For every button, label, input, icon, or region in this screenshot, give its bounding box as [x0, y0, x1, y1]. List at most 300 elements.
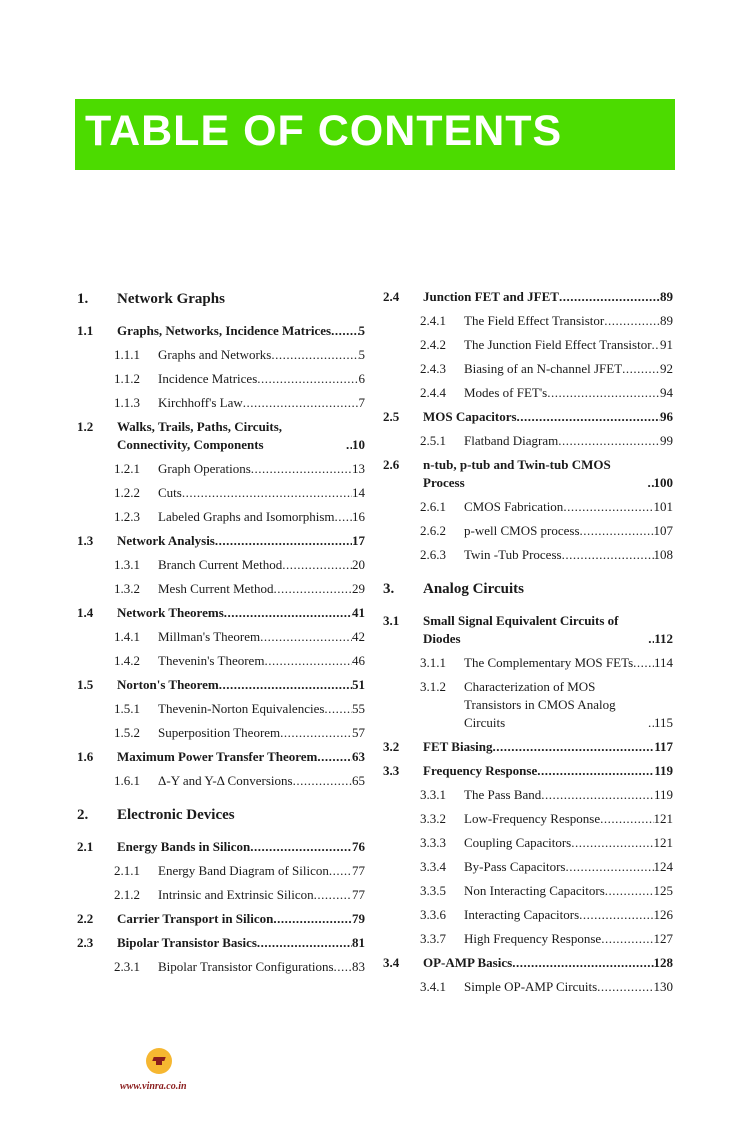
page-number: 41: [352, 605, 365, 620]
page-number: 42: [352, 629, 365, 644]
entry-title: Kirchhoff's Law: [158, 395, 243, 410]
entry-title: Energy Band Diagram of Silicon: [158, 863, 329, 878]
entry-number: 1.3: [77, 533, 94, 548]
entry-title-wrap: [464, 522, 673, 540]
entry-number: 2.5.1: [420, 433, 446, 448]
toc-subsection-1-3-2[interactable]: [77, 580, 365, 598]
dot-leader: [335, 508, 352, 526]
dot-leader: [280, 724, 352, 742]
page-number: 117: [654, 739, 673, 754]
dot-leader: [601, 930, 653, 948]
page-number: 121: [653, 811, 673, 826]
entry-title: FET Biasing: [423, 739, 493, 754]
toc-subsection-1-1-1[interactable]: [77, 346, 365, 364]
entry-title-wrap: [158, 556, 365, 574]
dot-leader: [293, 772, 352, 790]
dot-leader: [264, 652, 352, 670]
entry-title-wrap: [117, 748, 365, 766]
entry-title-wrap: [464, 546, 673, 564]
graduation-cap-icon: [153, 1057, 165, 1066]
toc-subsection-1-3-1[interactable]: [77, 556, 365, 574]
entry-title: Network Analysis: [117, 533, 215, 548]
page-number: 77: [352, 863, 365, 878]
entry-title: p-well CMOS process: [464, 523, 580, 538]
entry-number: 1.2.1: [114, 461, 140, 476]
entry-title: Thevenin-Norton Equivalencies: [158, 701, 325, 716]
entry-number: 1.4.1: [114, 629, 140, 644]
entry-title: Walks, Trails, Paths, Circuits, Connectivity, Components: [117, 419, 283, 452]
toc-section-1-1[interactable]: [77, 322, 365, 340]
entry-number: 3.2: [383, 739, 400, 754]
entry-title-wrap: [464, 336, 673, 354]
page-number: 115: [653, 715, 673, 730]
page-number: 112: [654, 631, 673, 646]
entry-number: 1.1.1: [114, 347, 140, 362]
toc-subsection-1-2-1[interactable]: [77, 460, 365, 478]
toc-subsection-2-4-3[interactable]: [383, 360, 673, 378]
entry-title-wrap: [464, 930, 673, 948]
page-number: 125: [653, 883, 673, 898]
dot-leader: [224, 604, 352, 622]
dot-leader: [652, 336, 660, 354]
entry-title-wrap: [158, 346, 365, 364]
entry-title-wrap: [117, 838, 365, 856]
entry-title: MOS Capacitors: [423, 409, 517, 424]
entry-title-wrap: [158, 394, 365, 412]
dot-leader: [331, 322, 358, 340]
entry-number: 1.6: [77, 749, 94, 764]
toc-subsection-1-5-2[interactable]: [77, 724, 365, 742]
entry-title: Electronic Devices: [117, 807, 235, 823]
entry-number: 2.6.3: [420, 547, 446, 562]
entry-title-wrap: [158, 772, 365, 790]
page-number: 119: [653, 787, 673, 802]
toc-section-3-1[interactable]: [383, 612, 673, 648]
page-number: 55: [352, 701, 365, 716]
dot-leader: [282, 556, 352, 574]
page-number: 29: [352, 581, 365, 596]
entry-title: Modes of FET's: [464, 385, 548, 400]
entry-title-wrap: [464, 978, 673, 996]
page-number: 128: [653, 955, 673, 970]
dot-leader: [317, 748, 352, 766]
dot-leader: [251, 460, 352, 478]
entry-number: 1.: [77, 291, 89, 307]
dot-leader: [274, 580, 352, 598]
page-number: 5: [358, 323, 365, 338]
toc-subsection-1-1-2[interactable]: [77, 370, 365, 388]
page-number: 94: [660, 385, 673, 400]
dot-leader: [580, 522, 654, 540]
entry-number: 3.3.4: [420, 859, 446, 874]
entry-title: Incidence Matrices: [158, 371, 258, 386]
entry-title: Maximum Power Transfer Theorem: [117, 749, 318, 764]
page-number: 5: [358, 347, 365, 362]
entry-number: 2.4.1: [420, 313, 446, 328]
entry-title-wrap: [117, 604, 365, 622]
page-number: 101: [653, 499, 673, 514]
entry-title-wrap: [158, 628, 365, 646]
entry-title-wrap: [158, 460, 365, 478]
toc-subsection-2-5-1[interactable]: [383, 432, 673, 450]
entry-title-wrap: [464, 858, 673, 876]
toc-subsection-2-1-1[interactable]: [77, 862, 365, 880]
entry-number: 2.2: [77, 911, 94, 926]
page-number: 100: [653, 475, 673, 490]
toc-subsection-2-4-1[interactable]: [383, 312, 673, 330]
toc-subsection-3-1-1[interactable]: [383, 654, 673, 672]
page-number: 65: [352, 773, 365, 788]
entry-number: 1.1: [77, 323, 94, 338]
entry-title-wrap: [117, 804, 365, 826]
entry-title: Bipolar Transistor Basics: [117, 935, 257, 950]
page-number: 17: [352, 533, 365, 548]
entry-number: 2.1.1: [114, 863, 140, 878]
entry-number: 1.1.2: [114, 371, 140, 386]
dot-leader: [622, 360, 660, 378]
toc-subsection-2-6-2[interactable]: [383, 522, 673, 540]
toc-section-1-6[interactable]: [77, 748, 365, 766]
entry-title-wrap: [158, 958, 365, 976]
entry-title: Biasing of an N-channel JFET: [464, 361, 623, 376]
entry-number: 1.5: [77, 677, 94, 692]
page-number: 119: [654, 763, 673, 778]
page-number: 108: [653, 547, 673, 562]
dot-leader: [597, 978, 653, 996]
toc-subsection-3-3-2[interactable]: [383, 810, 673, 828]
entry-title-wrap: [423, 288, 673, 306]
entry-title: Bipolar Transistor Configurations: [158, 959, 334, 974]
entry-number: 1.3.2: [114, 581, 140, 596]
entry-title: Millman's Theorem: [158, 629, 261, 644]
entry-title: Thevenin's Theorem: [158, 653, 265, 668]
entry-title: Graph Operations: [158, 461, 251, 476]
entry-title-wrap: [464, 384, 673, 402]
entry-title-wrap: [423, 578, 673, 600]
dot-leader: [182, 484, 352, 502]
toc-section-2-4[interactable]: [383, 288, 673, 306]
entry-title-wrap: [117, 934, 365, 952]
page-number: 92: [660, 361, 673, 376]
entry-number: 2.3.1: [114, 959, 140, 974]
page-number: 14: [352, 485, 365, 500]
entry-title-wrap: [158, 370, 365, 388]
toc-section-3-4[interactable]: [383, 954, 673, 972]
toc-chapter-1[interactable]: [77, 288, 365, 310]
entry-title-wrap: [117, 322, 365, 340]
page-number: 6: [358, 371, 365, 386]
entry-title: Mesh Current Method: [158, 581, 274, 596]
entry-title-wrap: [158, 652, 365, 670]
entry-number: 2.4.4: [420, 385, 446, 400]
toc-subsection-3-3-5[interactable]: [383, 882, 673, 900]
dot-leader: [243, 394, 359, 412]
entry-number: 1.1.3: [114, 395, 140, 410]
dot-leader: [517, 408, 660, 426]
page-number: 89: [660, 289, 673, 304]
toc-subsection-3-3-7[interactable]: [383, 930, 673, 948]
entry-title: Small Signal Equivalent Circuits of Diodes: [423, 613, 619, 646]
dot-leader: [250, 838, 352, 856]
toc-section-1-4[interactable]: [77, 604, 365, 622]
dot-leader: [324, 700, 352, 718]
entry-title-wrap: [464, 432, 673, 450]
toc-section-1-2[interactable]: [77, 418, 365, 454]
page-number: 121: [653, 835, 673, 850]
entry-title-wrap: [117, 676, 365, 694]
entry-title: Δ-Y and Y-Δ Conversions: [158, 773, 293, 788]
toc-chapter-3[interactable]: [383, 578, 673, 600]
toc-subsection-3-3-4[interactable]: [383, 858, 673, 876]
toc-subsection-2-4-4[interactable]: [383, 384, 673, 402]
toc-chapter-2[interactable]: [77, 804, 365, 826]
toc-subsection-2-4-2[interactable]: [383, 336, 673, 354]
toc-section-1-5[interactable]: [77, 676, 365, 694]
toc-subsection-3-3-3[interactable]: [383, 834, 673, 852]
dot-leader: [492, 738, 654, 756]
toc-section-3-3[interactable]: [383, 762, 673, 780]
entry-title-wrap: [117, 910, 365, 928]
dot-leader: [558, 432, 660, 450]
entry-number: 2.4: [383, 289, 400, 304]
page-number: 79: [352, 911, 365, 926]
toc-subsection-1-2-3[interactable]: [77, 508, 365, 526]
dot-leader: [562, 546, 654, 564]
page-number: 51: [352, 677, 365, 692]
page-number: 126: [653, 907, 673, 922]
dot-leader: [547, 384, 660, 402]
page-title: TABLE OF CONTENTS: [85, 107, 563, 155]
toc-subsection-1-6-1[interactable]: [77, 772, 365, 790]
page-number: 7: [358, 395, 365, 410]
entry-title-wrap: [464, 834, 673, 852]
entry-title: The Pass Band: [464, 787, 542, 802]
entry-title-wrap: [117, 288, 365, 310]
entry-number: 2.6.2: [420, 523, 446, 538]
toc-section-2-2[interactable]: [77, 910, 365, 928]
entry-number: 3.3.3: [420, 835, 446, 850]
dot-leader: [605, 882, 654, 900]
toc-subsection-2-6-1[interactable]: [383, 498, 673, 516]
entry-title: The Junction Field Effect Transistor: [464, 337, 652, 352]
entry-title: Energy Bands in Silicon: [117, 839, 251, 854]
entry-title-wrap: [158, 862, 365, 880]
entry-title-wrap: [464, 498, 673, 516]
entry-number: 1.6.1: [114, 773, 140, 788]
entry-number: 1.5.2: [114, 725, 140, 740]
entry-title-wrap: [158, 700, 365, 718]
entry-title-wrap: [117, 418, 365, 454]
page-number: 127: [653, 931, 673, 946]
page-number: 124: [653, 859, 673, 874]
entry-number: 2.: [77, 807, 89, 823]
entry-title: Frequency Response: [423, 763, 538, 778]
entry-number: 3.: [383, 581, 395, 597]
entry-number: 1.2: [77, 419, 94, 434]
entry-title: Intrinsic and Extrinsic Silicon: [158, 887, 314, 902]
entry-title: Network Theorems: [117, 605, 224, 620]
entry-number: 1.3.1: [114, 557, 140, 572]
dot-leader: [565, 858, 653, 876]
entry-title-wrap: [464, 786, 673, 804]
entry-title-wrap: [158, 580, 365, 598]
toc-section-2-6[interactable]: [383, 456, 673, 492]
dot-leader: [571, 834, 653, 852]
toc-subsection-2-6-3[interactable]: [383, 546, 673, 564]
entry-number: 1.2.3: [114, 509, 140, 524]
entry-title: Simple OP-AMP Circuits: [464, 979, 598, 994]
page-number: 63: [352, 749, 365, 764]
entry-number: 3.3.1: [420, 787, 446, 802]
page-number: 81: [352, 935, 365, 950]
dot-leader: [512, 954, 653, 972]
entry-title: The Field Effect Transistor: [464, 313, 605, 328]
entry-title: Branch Current Method: [158, 557, 283, 572]
toc-subsection-3-3-6[interactable]: [383, 906, 673, 924]
dot-leader: [579, 906, 653, 924]
entry-number: 3.4: [383, 955, 400, 970]
dot-leader: [260, 628, 352, 646]
entry-number: 2.1: [77, 839, 94, 854]
toc-subsection-1-5-1[interactable]: [77, 700, 365, 718]
logo: [146, 1048, 172, 1074]
toc-subsection-1-1-3[interactable]: [77, 394, 365, 412]
entry-number: 3.3.5: [420, 883, 446, 898]
page-number: 46: [352, 653, 365, 668]
entry-number: 3.1.2: [420, 679, 446, 694]
page-number: 96: [660, 409, 673, 424]
entry-title: Superposition Theorem: [158, 725, 281, 740]
dot-leader: [559, 288, 660, 306]
page-number: 16: [352, 509, 365, 524]
entry-title: High Frequency Response: [464, 931, 602, 946]
dot-leader: [541, 786, 654, 804]
entry-title: Characterization of MOS Transistors in CMOS Analog Circuits: [464, 679, 616, 730]
toc-section-3-2[interactable]: [383, 738, 673, 756]
dot-leader: [257, 934, 352, 952]
page-number: 89: [660, 313, 673, 328]
dot-leader: [257, 370, 358, 388]
page-number: 76: [352, 839, 365, 854]
entry-number: 1.2.2: [114, 485, 140, 500]
entry-number: 3.3.7: [420, 931, 446, 946]
entry-title-wrap: [464, 360, 673, 378]
dot-leader: [273, 910, 352, 928]
toc-section-2-5[interactable]: [383, 408, 673, 426]
entry-title-wrap: [158, 724, 365, 742]
entry-number: 1.4.2: [114, 653, 140, 668]
entry-title: Network Graphs: [117, 291, 225, 307]
toc-subsection-2-1-2[interactable]: [77, 886, 365, 904]
toc-section-1-3[interactable]: [77, 532, 365, 550]
dot-leader: [271, 346, 358, 364]
entry-number: 1.4: [77, 605, 94, 620]
entry-title-wrap: [464, 906, 673, 924]
website-url[interactable]: www.vinra.co.in: [120, 1081, 187, 1092]
entry-title-wrap: [464, 810, 673, 828]
page-number: 114: [653, 655, 673, 670]
entry-number: 2.1.2: [114, 887, 140, 902]
entry-title: Flatband Diagram: [464, 433, 559, 448]
entry-number: 3.3.2: [420, 811, 446, 826]
dot-leader: [633, 654, 654, 672]
entry-number: 2.5: [383, 409, 400, 424]
dot-leader: [329, 862, 352, 880]
entry-number: 2.4.3: [420, 361, 446, 376]
entry-title: Low-Frequency Response: [464, 811, 601, 826]
dot-leader: [219, 676, 352, 694]
entry-title-wrap: [158, 886, 365, 904]
entry-title: Cuts: [158, 485, 182, 500]
entry-number: 3.3.6: [420, 907, 446, 922]
title-banner: [75, 99, 675, 170]
entry-title: Junction FET and JFET: [423, 289, 559, 304]
entry-title: Interacting Capacitors: [464, 907, 580, 922]
toc-section-2-1[interactable]: [77, 838, 365, 856]
toc-subsection-1-4-2[interactable]: [77, 652, 365, 670]
entry-title-wrap: [464, 882, 673, 900]
entry-title: Non Interacting Capacitors: [464, 883, 605, 898]
page-number: 91: [660, 337, 673, 352]
entry-title: By-Pass Capacitors: [464, 859, 566, 874]
entry-title: Coupling Capacitors: [464, 835, 572, 850]
entry-number: 2.6.1: [420, 499, 446, 514]
entry-number: 1.5.1: [114, 701, 140, 716]
toc-subsection-3-1-2[interactable]: [383, 678, 673, 732]
page-number: 57: [352, 725, 365, 740]
entry-title: CMOS Fabrication: [464, 499, 564, 514]
entry-number: 3.1.1: [420, 655, 446, 670]
page-number: 20: [352, 557, 365, 572]
entry-title-wrap: [158, 484, 365, 502]
entry-title-wrap: [423, 954, 673, 972]
toc-subsection-1-2-2[interactable]: [77, 484, 365, 502]
page-number: 10: [352, 437, 365, 452]
entry-title: The Complementary MOS FETs: [464, 655, 634, 670]
page-number: 83: [352, 959, 365, 974]
entry-title: Carrier Transport in Silicon: [117, 911, 274, 926]
toc-right-column: [383, 288, 673, 1002]
entry-number: 2.3: [77, 935, 94, 950]
entry-title: Norton's Theorem: [117, 677, 219, 692]
entry-number: 3.3: [383, 763, 400, 778]
entry-title: Graphs and Networks: [158, 347, 272, 362]
dot-leader: [314, 886, 352, 904]
page-number: 107: [653, 523, 673, 538]
dot-leader: [600, 810, 653, 828]
toc-section-2-3[interactable]: [77, 934, 365, 952]
toc-subsection-3-4-1[interactable]: [383, 978, 673, 996]
page-number: 99: [660, 433, 673, 448]
toc-subsection-3-3-1[interactable]: [383, 786, 673, 804]
dot-leader: [537, 762, 654, 780]
entry-title: Labeled Graphs and Isomorphism: [158, 509, 335, 524]
toc-subsection-1-4-1[interactable]: [77, 628, 365, 646]
dot-leader: [604, 312, 660, 330]
entry-number: 2.4.2: [420, 337, 446, 352]
dot-leader: [563, 498, 653, 516]
entry-title: n-tub, p-tub and Twin-tub CMOS Process: [423, 457, 611, 490]
page-number: 13: [352, 461, 365, 476]
entry-number: 3.4.1: [420, 979, 446, 994]
entry-title-wrap: [464, 678, 673, 732]
entry-title: Graphs, Networks, Incidence Matrices: [117, 323, 332, 338]
entry-title: Twin -Tub Process: [464, 547, 562, 562]
toc-subsection-2-3-1[interactable]: [77, 958, 365, 976]
entry-title: OP-AMP Basics: [423, 955, 513, 970]
toc-left-column: [77, 288, 365, 982]
dot-leader: [215, 532, 352, 550]
